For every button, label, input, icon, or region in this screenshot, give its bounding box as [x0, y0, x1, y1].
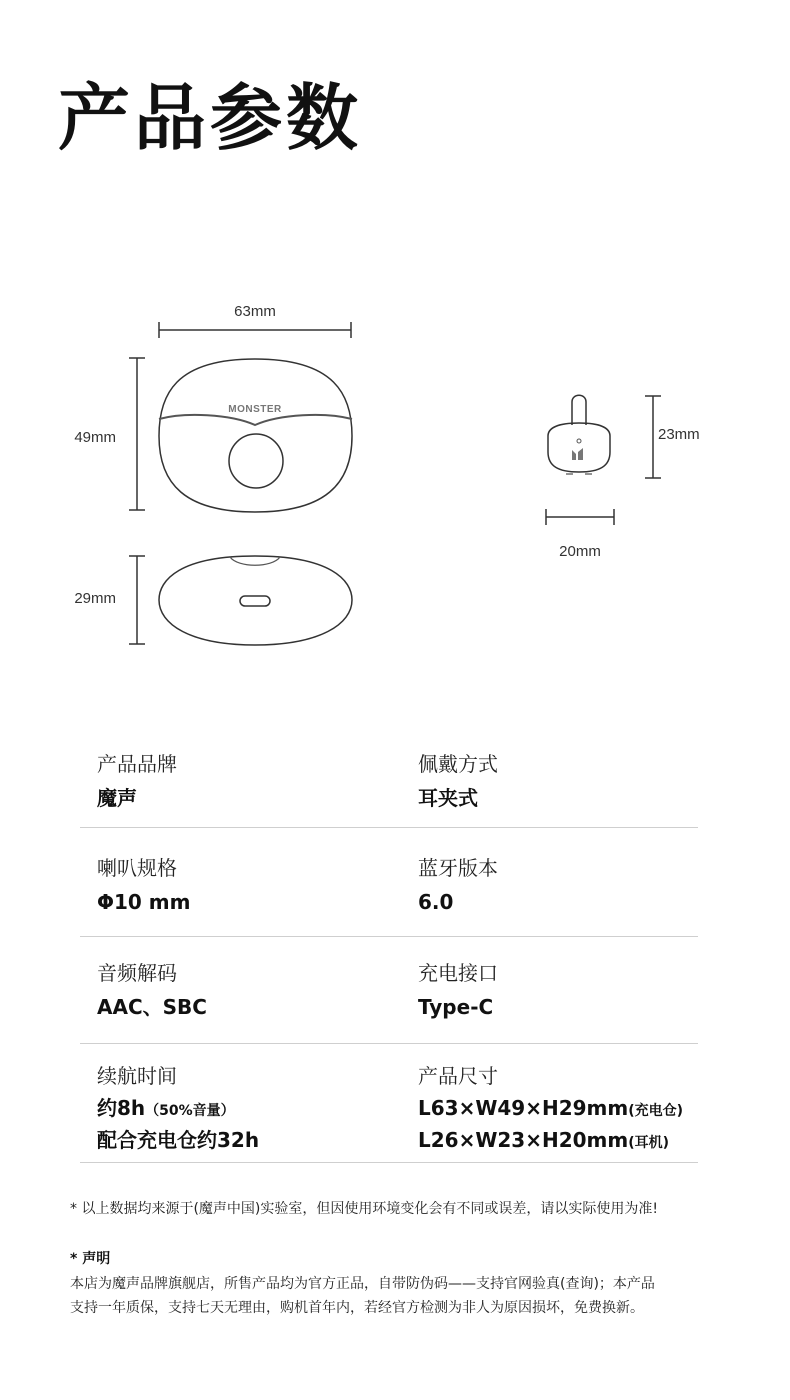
spec-value: Type-C	[418, 995, 494, 1019]
earbud-stem	[572, 395, 586, 425]
case-brand-logo: MONSTER	[228, 404, 282, 415]
page-title: 产品参数	[58, 76, 363, 160]
case-width-label: 63mm	[234, 303, 276, 320]
spec-driver	[97, 828, 190, 912]
earbud-view	[546, 395, 700, 560]
case-height-label: 49mm	[74, 429, 116, 446]
usb-c-port-icon	[240, 596, 270, 606]
case-outline	[159, 359, 352, 512]
spec-battery-life	[97, 1044, 259, 1150]
spec-label: 充电接口	[418, 961, 498, 985]
spec-value: Φ10 mm	[97, 890, 191, 914]
spec-value: AAC、SBC	[97, 995, 207, 1019]
spec-value: 魔声	[97, 786, 137, 810]
spec-charging-port	[418, 937, 498, 1017]
spec-row	[80, 937, 698, 1044]
spec-dimensions	[418, 1044, 683, 1150]
spec-row	[80, 1044, 698, 1163]
spec-brand	[97, 740, 177, 808]
spec-bluetooth-version	[418, 828, 498, 912]
spec-value: L26×W23×H20mm(耳机)	[418, 1128, 670, 1152]
case-top-view	[74, 303, 352, 512]
earbud-sensor-dot	[577, 439, 581, 443]
case-side-outline	[159, 556, 352, 645]
spec-value: 6.0	[418, 890, 454, 914]
earbud-width-label: 20mm	[559, 543, 601, 560]
spec-label: 续航时间	[97, 1064, 177, 1088]
statement-line: 本店为魔声品牌旗舰店，所售产品均为官方正品，自带防伪码——支持官网验真(查询)；本产品	[70, 1276, 655, 1292]
earbud-height-label: 23mm	[658, 426, 700, 443]
earbud-logo-icon	[572, 448, 583, 460]
spec-label: 音频解码	[97, 961, 177, 985]
spec-wearing-style	[418, 740, 498, 808]
statement-text	[70, 1272, 655, 1320]
spec-label: 佩戴方式	[418, 752, 498, 776]
spec-label: 喇叭规格	[97, 856, 177, 880]
spec-value: 配合充电仓约32h	[97, 1128, 260, 1152]
spec-value: 耳夹式	[418, 786, 478, 810]
spec-codec	[97, 937, 207, 1017]
statement-title: * 声明	[70, 1251, 111, 1267]
spec-label: 产品尺寸	[418, 1064, 498, 1088]
spec-value: 约8h（50%音量）	[97, 1096, 235, 1120]
spec-label: 产品品牌	[97, 752, 177, 776]
specs-table	[80, 740, 698, 1163]
case-depth-label: 29mm	[74, 590, 116, 607]
case-hinge	[230, 557, 280, 565]
case-lid-seam	[159, 415, 352, 425]
case-button-circle	[229, 434, 283, 488]
spec-row	[80, 828, 698, 937]
case-side-view	[74, 556, 352, 645]
statement-line: 支持一年质保，支持七天无理由，购机首年内，若经官方检测为非人为原因损坏，免费换新。	[70, 1300, 644, 1316]
spec-label: 蓝牙版本	[418, 856, 498, 880]
spec-value: L63×W49×H29mm(充电仓)	[418, 1096, 684, 1120]
data-source-footnote: * 以上数据均来源于(魔声中国)实验室，但因使用环境变化会有不同或误差，请以实际使用为准!	[70, 1201, 658, 1217]
spec-row	[80, 740, 698, 828]
earbud-body	[548, 423, 610, 472]
